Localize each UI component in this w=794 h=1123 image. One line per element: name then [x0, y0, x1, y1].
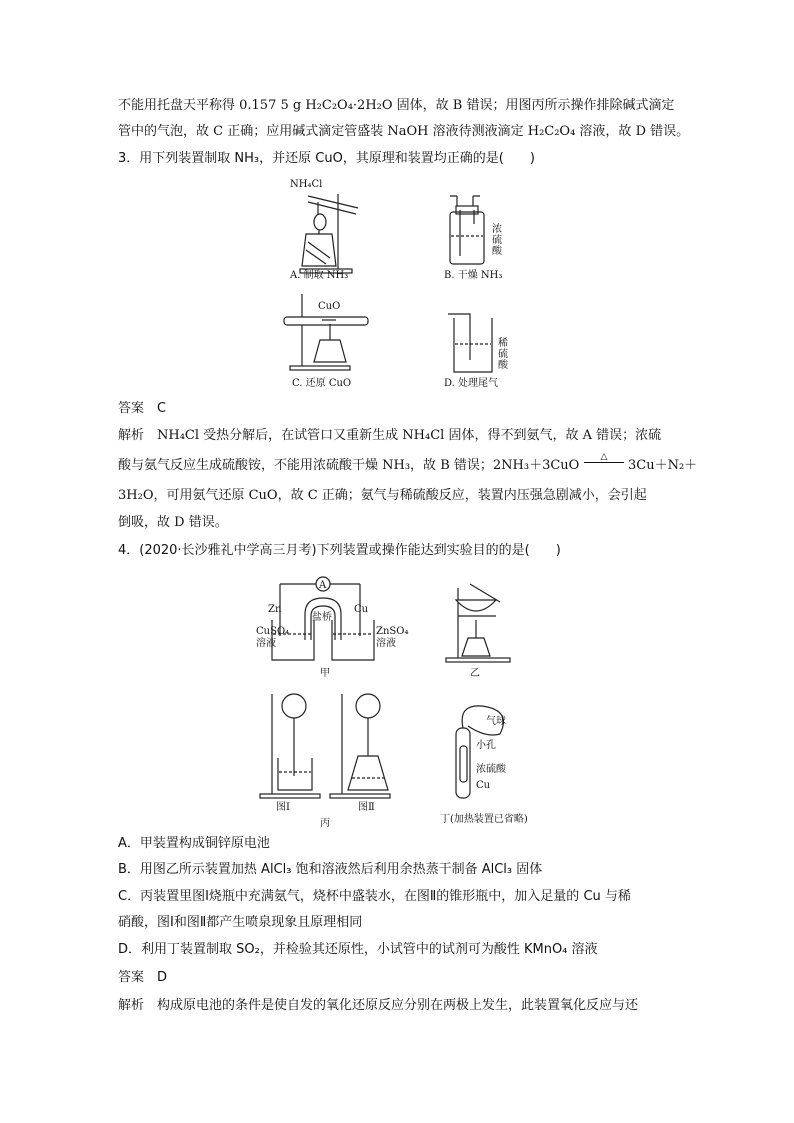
acid-label: 浓硫酸 — [476, 764, 506, 775]
salt-bridge-label: 盐桥 — [312, 612, 332, 623]
option-c: C．丙装置里图Ⅰ烧瓶中充满氨气，烧杯中盛装水，在图Ⅱ的锥形瓶中，加入足量的 Cu 与稀 — [118, 889, 631, 904]
text-line: 不能用托盘天平称得 0.157 5 g H₂C₂O₄·2H₂O 固体，故 B 错误；用图丙所示操作排除碱式滴定 — [118, 98, 675, 113]
question-4: 4．(2020·长沙雅礼中学高三月考)下列装置或操作能达到实验目的的是( ) — [118, 543, 561, 558]
caption-c: C. 还原 CuO — [292, 378, 352, 389]
znso4-sol-label: 溶液 — [376, 638, 396, 649]
balloon-label: 气球 — [486, 716, 506, 727]
explanation-4: 解析 构成原电池的条件是使自发的氧化还原反应分别在两极上发生，此装置氧化反应与还 — [118, 998, 639, 1013]
explanation-3: 酸与氨气反应生成硫酸铵，不能用浓硫酸干燥 NH₃，故 B 错误；2NH₃＋3CuO — [118, 458, 580, 473]
dil-3: 酸 — [498, 360, 508, 371]
apparatus-jia — [256, 577, 408, 660]
caption-bing: 丙 — [320, 818, 330, 829]
caption-b: B. 干燥 NH₃ — [444, 270, 503, 281]
caption-a: A. 制取 NH₃ — [290, 270, 349, 281]
conc-3: 酸 — [492, 246, 502, 257]
apparatus-yi — [446, 584, 510, 662]
conc-2: 硫 — [492, 235, 502, 246]
apparatus-bing — [260, 694, 390, 813]
caption-jia: 甲 — [320, 668, 330, 679]
caption-d: D. 处理尾气 — [444, 378, 499, 389]
q3-figure — [260, 174, 560, 396]
dil-1: 稀 — [498, 338, 508, 349]
apparatus-b — [450, 196, 503, 264]
cuso4-label: CuSO₄ — [256, 626, 290, 637]
explanation-3: 解析 NH₄Cl 受热分解后，在试管口又重新生成 NH₄Cl 固体，得不到氨气，故 A 错误；浓硫 — [118, 428, 662, 443]
cu-label: Cu — [354, 604, 369, 615]
apparatus-ding — [456, 706, 507, 798]
answer-3: 答案 C — [118, 401, 167, 416]
option-b: B．用图乙所示装置加热 AlCl₃ 饱和溶液然后利用余热蒸干制备 AlCl₃ 固体 — [118, 862, 543, 877]
cuo-label: CuO — [318, 301, 341, 312]
caption-ding: 丁(加热装置已省略) — [440, 814, 528, 825]
cu-label-ding: Cu — [476, 780, 491, 791]
hole-label: 小孔 — [476, 740, 496, 751]
dil-2: 硫 — [498, 349, 508, 360]
nh4cl-label: NH₄Cl — [290, 179, 323, 190]
fig1-label: 图Ⅰ — [276, 802, 290, 813]
option-c: 硝酸，图Ⅰ和图Ⅱ都产生喷泉现象且原理相同 — [118, 915, 363, 930]
explanation-3: 3Cu＋N₂＋ — [628, 458, 698, 473]
reaction-arrow: △ — [584, 452, 624, 463]
zn-label: Zn — [268, 604, 282, 615]
fig2-label: 图Ⅱ — [358, 802, 375, 813]
ammeter-label: A — [319, 580, 327, 591]
answer-4: 答案 D — [118, 970, 168, 985]
cuso4-sol-label: 溶液 — [256, 638, 276, 649]
apparatus-c — [284, 294, 368, 370]
option-d: D．利用丁装置制取 SO₂，并检验其还原性，小试管中的试剂可为酸性 KMnO₄ 溶液 — [118, 942, 598, 957]
option-a: A．甲装置构成铜锌原电池 — [118, 836, 270, 851]
explanation-3: 3H₂O，可用氨气还原 CuO，故 C 正确；氨气与稀硫酸反应，装置内压强急剧减小，会引起 — [118, 488, 647, 503]
explanation-3: 倒吸，故 D 错误。 — [118, 515, 228, 530]
text-line: 管中的气泡，故 C 正确；应用碱式滴定管盛装 NaOH 溶液待测液滴定 H₂C₂O₄ 溶液，故 D 错误。 — [118, 124, 690, 139]
apparatus-d — [448, 314, 509, 372]
conc-1: 浓 — [492, 224, 502, 235]
q4-figure — [250, 576, 550, 828]
apparatus-a — [290, 179, 358, 273]
znso4-label: ZnSO₄ — [376, 626, 409, 637]
caption-yi: 乙 — [470, 668, 480, 679]
question-3: 3．用下列装置制取 NH₃，并还原 CuO，其原理和装置均正确的是( ) — [118, 151, 535, 166]
